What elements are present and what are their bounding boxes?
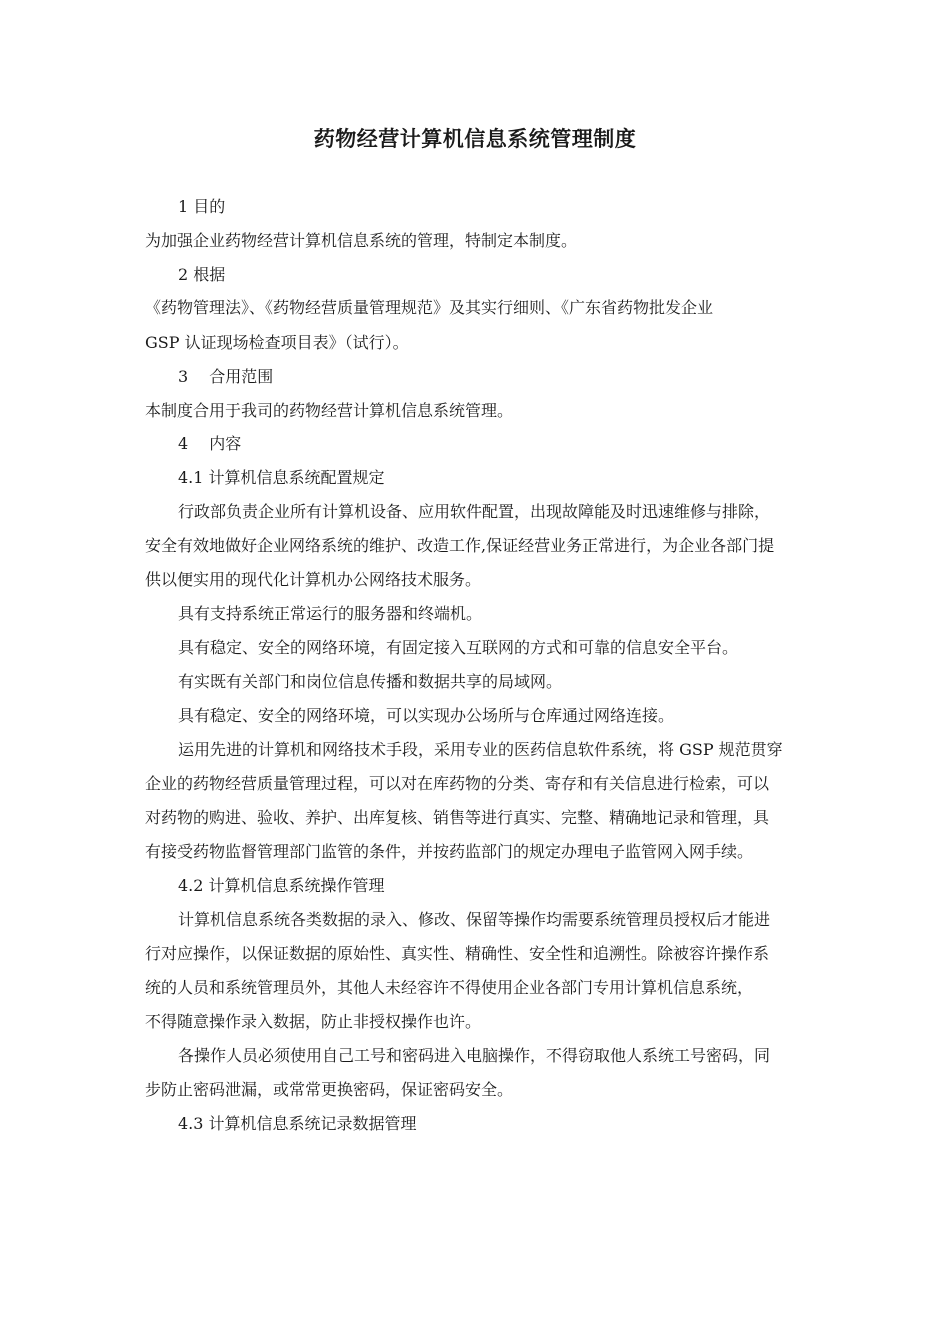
section-heading: 1 目的 — [178, 197, 226, 216]
paragraph-line: 计算机信息系统各类数据的录入、修改、保留等操作均需要系统管理员授权后才能进 — [178, 910, 771, 929]
paragraph-line: 不得随意操作录入数据，防止非授权操作也许。 — [145, 1012, 482, 1031]
paragraph-line: 安全有效地做好企业网络系统的维护、改造工作,保证经营业务正常进行，为企业各部门提 — [145, 536, 775, 555]
paragraph-line: 企业的药物经营质量管理过程，可以对在库药物的分类、寄存和有关信息进行检索，可以 — [145, 774, 770, 793]
paragraph-line: GSP 认证现场检查项目表》（试行）。 — [145, 333, 409, 352]
section-heading: 2 根据 — [178, 265, 226, 284]
paragraph-line: 为加强企业药物经营计算机信息系统的管理，特制定本制度。 — [145, 231, 578, 250]
paragraph-line: 行政部负责企业所有计算机设备、应用软件配置，出现故障能及时迅速维修与排除， — [178, 502, 771, 521]
section-heading: 3 合用范围 — [178, 367, 274, 386]
document-title: 药物经营计算机信息系统管理制度 — [313, 127, 637, 151]
paragraph-line: 统的人员和系统管理员外，其他人未经容许不得使用企业各部门专用计算机信息系统， — [145, 978, 754, 997]
paragraph-line: 具有稳定、安全的网络环境，可以实现办公场所与仓库通过网络连接。 — [178, 706, 675, 725]
section-heading: 4 内容 — [178, 434, 242, 453]
paragraph-line: 有接受药物监督管理部门监管的条件，并按药监部门的规定办理电子监管网入网手续。 — [145, 842, 754, 861]
paragraph-line: 行对应操作，以保证数据的原始性、真实性、精确性、安全性和追溯性。除被容许操作系 — [145, 944, 770, 963]
paragraph-line: 对药物的购进、验收、养护、出库复核、销售等进行真实、完整、精确地记录和管理，具 — [145, 808, 770, 827]
paragraph-line: 本制度合用于我司的药物经营计算机信息系统管理。 — [145, 401, 514, 420]
paragraph-line: 步防止密码泄漏，或常常更换密码，保证密码安全。 — [145, 1080, 514, 1099]
paragraph-line: 各操作人员必须使用自己工号和密码进入电脑操作，不得窃取他人系统工号密码，同 — [178, 1046, 771, 1065]
paragraph-line: 具有支持系统正常运行的服务器和终端机。 — [178, 604, 483, 623]
paragraph-line: 有实既有关部门和岗位信息传播和数据共享的局域网。 — [178, 672, 563, 691]
subsection-heading: 4.2 计算机信息系统操作管理 — [178, 876, 385, 895]
paragraph-line: 《药物管理法》、《药物经营质量管理规范》及其实行细则、《广东省药物批发企业 — [145, 298, 714, 317]
paragraph-line: 具有稳定、安全的网络环境，有固定接入互联网的方式和可靠的信息安全平台。 — [178, 638, 739, 657]
paragraph-line: 供以便实用的现代化计算机办公网络技术服务。 — [145, 570, 482, 589]
subsection-heading: 4.3 计算机信息系统记录数据管理 — [178, 1114, 417, 1133]
paragraph-line: 运用先进的计算机和网络技术手段，采用专业的医药信息软件系统，将 GSP 规范贯穿 — [178, 740, 783, 759]
subsection-heading: 4.1 计算机信息系统配置规定 — [178, 468, 385, 487]
